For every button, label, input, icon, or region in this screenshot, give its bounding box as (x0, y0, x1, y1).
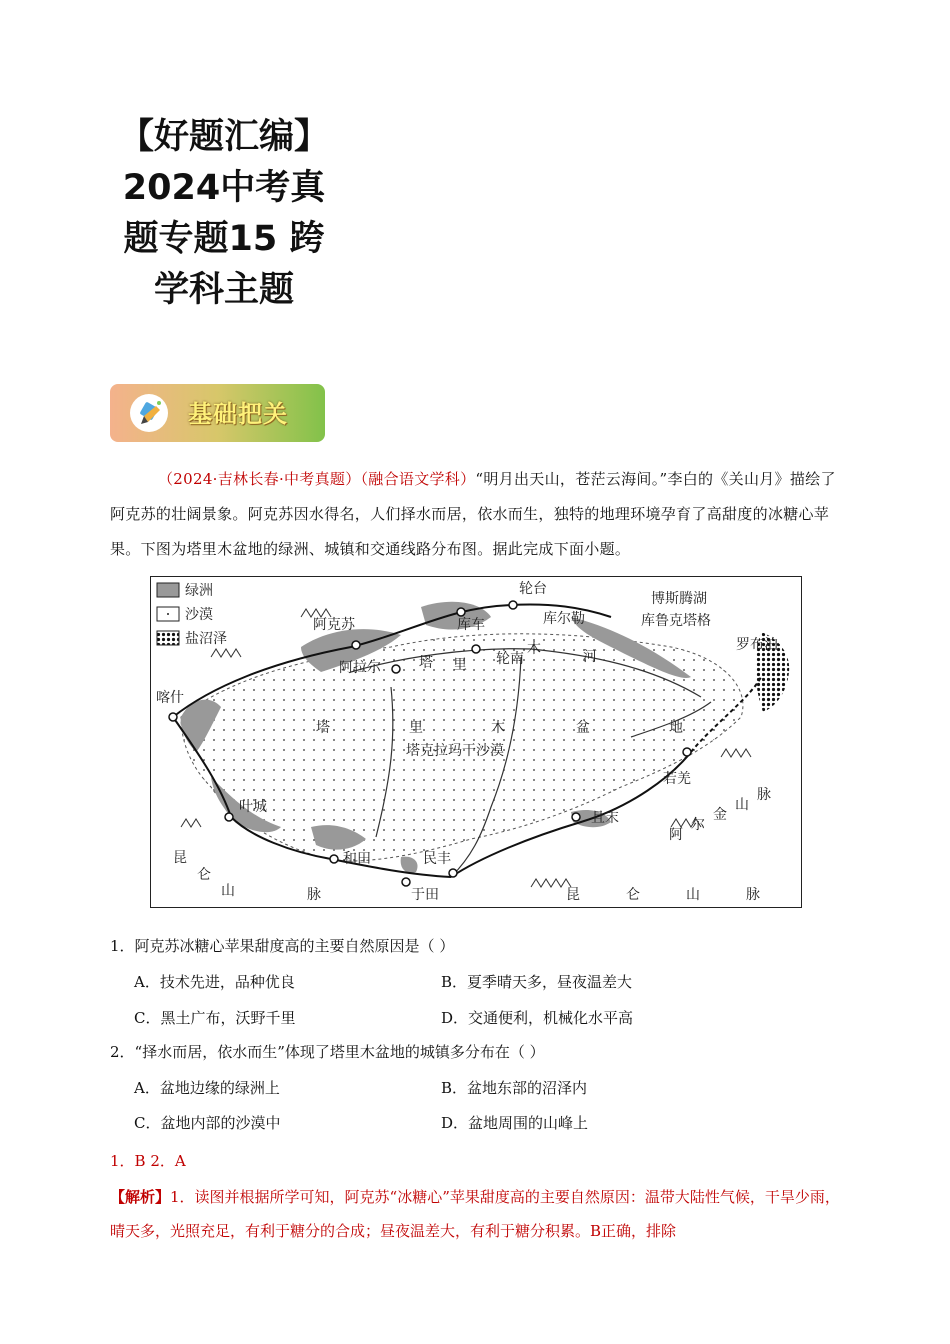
label-basin-5: 地 (669, 720, 683, 736)
label-kashgar: 喀什 (156, 690, 184, 706)
label-kunlun-w-1: 昆 (173, 850, 187, 866)
section-badge (110, 384, 325, 442)
legend-oasis: 绿洲 (185, 583, 213, 599)
label-kuruk-tagh: 库鲁克塔格 (641, 613, 711, 629)
label-minfeng: 民丰 (423, 851, 451, 867)
question-source: （2024·吉林长春·中考真题）（融合语文学科） (158, 470, 476, 488)
label-altun-4: 山 (735, 797, 749, 813)
explanation-tag: 【解析】 (110, 1188, 171, 1206)
map-legend (157, 583, 227, 647)
label-qiemo: 且末 (591, 810, 619, 826)
label-kunlun-2: 仑 (626, 887, 640, 903)
label-river-4: 河 (583, 649, 597, 665)
label-basin-2: 里 (409, 720, 423, 736)
label-basin-4: 盆 (576, 720, 590, 736)
label-basin-3: 木 (491, 720, 505, 736)
question-1-stem: 1．阿克苏冰糖心苹果甜度高的主要自然原因是（ ） (110, 937, 455, 955)
label-luntai: 轮台 (519, 581, 547, 597)
tarim-basin-map (150, 576, 802, 908)
legend-salt-marsh: 盐沼泽 (185, 631, 227, 647)
label-alar: 阿拉尔 (339, 660, 381, 676)
label-altun-5: 脉 (757, 787, 771, 803)
label-ruoqiang: 若羌 (663, 771, 691, 787)
label-kunlun-w-4: 脉 (307, 887, 321, 903)
q2-option-a: A．盆地边缘的绿洲上 (134, 1079, 280, 1097)
q1-option-a: A．技术先进，品种优良 (134, 973, 295, 991)
label-bosten-lake: 博斯腾湖 (651, 591, 707, 607)
label-yutian: 于田 (411, 887, 439, 903)
label-korla: 库尔勒 (543, 611, 585, 627)
q1-option-d: D．交通便利，机械化水平高 (441, 1009, 634, 1027)
legend-desert: 沙漠 (185, 607, 213, 623)
section-badge-label: 基础把关 (188, 400, 288, 428)
explanation-text: 1．读图并根据所学可知，阿克苏“冰糖心”苹果甜度高的主要自然原因：温带大陆性气候，干旱少雨，晴天多，光照充足，有利于糖分的合成；昼夜温差大，有利于糖分积累。B正确，排除 (110, 1188, 840, 1240)
q2-option-c: C．盆地内部的沙漠中 (134, 1114, 281, 1132)
label-kunlun-w-3: 山 (221, 883, 235, 899)
question-2-stem: 2．“择水而居，依水而生”体现了塔里木盆地的城镇多分布在（ ） (110, 1043, 545, 1061)
label-kunlun-3: 山 (686, 887, 700, 903)
answer-key: 1．B 2．A (110, 1152, 186, 1170)
label-yecheng: 叶城 (239, 799, 267, 815)
label-kunlun-1: 昆 (566, 887, 580, 903)
label-lunnan: 轮南 (496, 651, 524, 667)
label-hotan: 和田 (343, 851, 371, 867)
label-kunlun-4: 脉 (746, 887, 760, 903)
q1-option-c: C．黑土广布，沃野千里 (134, 1009, 296, 1027)
label-lop-nur: 罗布泊 (736, 637, 778, 653)
label-taklamakan-desert: 塔克拉玛干沙漠 (406, 743, 504, 759)
label-river-1: 塔 (419, 655, 433, 671)
label-kunlun-w-2: 仑 (197, 867, 211, 883)
intro-paragraph (110, 462, 845, 567)
page-title: 【好题汇编】2024中考真题专题15 跨学科主题 (118, 117, 329, 310)
label-altun-3: 金 (713, 807, 727, 823)
label-aksu: 阿克苏 (313, 617, 355, 633)
label-kuqa: 库车 (457, 617, 485, 633)
label-river-2: 里 (453, 657, 467, 673)
q2-option-d: D．盆地周围的山峰上 (441, 1114, 589, 1132)
explanation (110, 1180, 850, 1248)
label-altun-2: 尔 (691, 817, 705, 833)
label-basin-1: 塔 (316, 720, 330, 736)
label-altun-1: 阿 (669, 827, 683, 843)
label-river-3: 木 (527, 641, 541, 657)
pen-badge-icon (130, 394, 168, 432)
q2-option-b: B．盆地东部的沼泽内 (441, 1079, 588, 1097)
q1-option-b: B．夏季晴天多，昼夜温差大 (441, 973, 633, 991)
intro-text: “明月出天山，苍茫云海间。”李白的《关山月》描绘了阿克苏的壮阔景象。阿克苏因水得名，人们择水而居，依水而生，独特的地理环境孕育了高甜度的冰糖心苹果。下图为塔里木盆地的绿洲、城镇和交通线路分布图。据此完成下面小题。 (110, 470, 836, 558)
